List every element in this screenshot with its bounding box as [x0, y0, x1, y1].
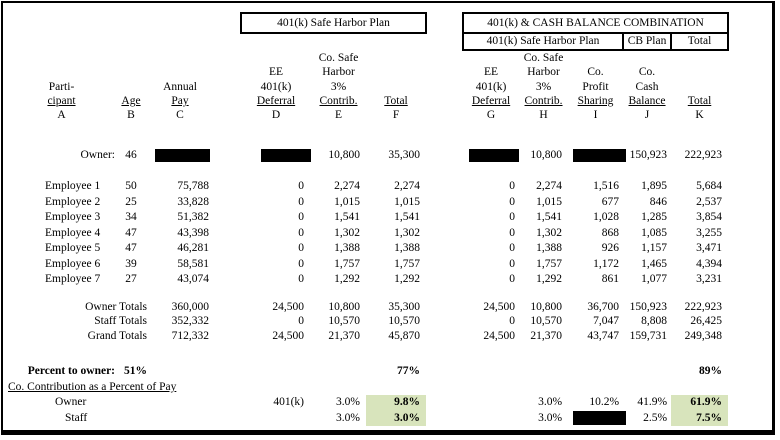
cell-annual-pay: 360,000: [171, 300, 209, 313]
co-contribution-staff-label: Staff: [65, 411, 88, 424]
cell-total-f: 2,274: [394, 180, 421, 193]
cell-profit-sharing: 1,028: [593, 211, 620, 224]
cell-safe-harbor-pct: 3.0%: [336, 396, 360, 409]
col-letter-i: I: [593, 108, 598, 121]
cell-ee-deferral: 0: [298, 195, 304, 208]
cell-cash-balance: 1,285: [641, 211, 668, 224]
cell-ee-deferral: 24,500: [272, 329, 304, 342]
cell-profit-sharing-pct: 10.2%: [589, 396, 620, 409]
cell-ee-deferral-combo: 0: [509, 242, 516, 255]
column-letter-row: [8, 108, 728, 123]
totals-label: Owner Totals: [85, 300, 147, 313]
cell-ee-deferral-combo: 0: [509, 195, 516, 208]
employee-name: Employee 4: [45, 226, 101, 239]
cell-401k-tag: 401(k): [273, 396, 304, 409]
cell-safe-harbor-pct: 3.0%: [336, 411, 360, 424]
cell-total-f: 10,570: [388, 315, 421, 328]
cell-safe-harbor-combo: 1,015: [536, 195, 563, 208]
cell-annual-pay: 51,382: [177, 211, 209, 224]
sheet-frame: [1, 1, 775, 435]
header-safe-harbor-contrib-combo: Co. Safe Harbor 3% Contrib.: [523, 52, 564, 107]
cell-total-f: 1,541: [394, 211, 421, 224]
cell-cash-balance: 150,923: [629, 300, 668, 313]
cell-annual-pay: 58,581: [177, 257, 209, 270]
cell-annual-pay: 46,281: [177, 242, 209, 255]
cell-annual-pay: 43,398: [177, 226, 209, 239]
cell-cash-balance: 8,808: [641, 315, 668, 328]
cell-total-pct-k: 61.9%: [671, 395, 728, 411]
col-letter-g: G: [486, 108, 496, 121]
cell-total-k: 3,471: [696, 242, 723, 255]
cell-safe-harbor-combo: 10,570: [530, 315, 563, 328]
cell-cash-balance: 1,077: [641, 273, 668, 286]
cell-profit-sharing: 36,700: [587, 300, 620, 313]
employee-name: Employee 5: [45, 242, 101, 255]
combo-sub-cb-plan: CB Plan: [623, 33, 671, 50]
cell-ee-deferral: 0: [298, 211, 304, 224]
header-profit-sharing: Co. Profit Sharing: [577, 66, 614, 107]
cell-safe-harbor-combo: 1,388: [536, 242, 563, 255]
cell-total-k: 2,537: [696, 195, 723, 208]
redacted-value: [573, 149, 626, 162]
cell-safe-harbor-combo: 10,800: [530, 300, 563, 313]
cell-safe-harbor: 21,370: [328, 329, 360, 342]
cell-safe-harbor: 1,302: [334, 226, 360, 239]
owner-deferral-combo-redacted: [463, 148, 519, 164]
cell-ee-deferral: 0: [298, 226, 304, 239]
cell-total-f: 1,757: [394, 257, 421, 270]
employee-age: 34: [125, 211, 137, 224]
cell-total-k: 4,394: [696, 257, 723, 270]
cell-safe-harbor: 1,541: [334, 211, 360, 224]
cell-annual-pay: 352,332: [171, 315, 209, 328]
cell-safe-harbor-combo: 1,541: [536, 211, 563, 224]
col-letter-c: C: [176, 108, 184, 121]
percent-to-owner-value: 51%: [124, 365, 147, 378]
grand-totals-row: [8, 329, 728, 344]
cell-safe-harbor-combo: 1,302: [536, 226, 563, 239]
owner-age: 46: [125, 149, 137, 162]
cell-total-f: 1,015: [394, 195, 421, 208]
cell-total-k: 3,255: [696, 226, 723, 239]
employee-name: Employee 3: [45, 211, 101, 224]
cell-ee-deferral-combo: 0: [509, 315, 516, 328]
employee-row: [8, 195, 728, 211]
cell-ee-deferral: 0: [298, 315, 304, 328]
combo-sub-total: Total: [671, 33, 728, 50]
employee-name: Employee 6: [45, 257, 101, 270]
cell-profit-sharing: 677: [601, 195, 620, 208]
cell-ee-deferral: 0: [298, 257, 304, 270]
cell-ee-deferral-combo: 0: [509, 226, 516, 239]
cell-total-f: 35,300: [388, 300, 421, 313]
employee-name: Employee 7: [45, 273, 101, 286]
col-letter-e: E: [334, 108, 343, 121]
cell-cash-balance-pct: 41.9%: [637, 396, 668, 409]
header-ee-deferral-combo: EE 401(k) Deferral: [471, 66, 511, 107]
cell-total-f: 1,292: [394, 273, 421, 286]
cell-profit-sharing: 861: [601, 273, 620, 286]
percent-to-owner-f: 77%: [397, 365, 421, 378]
cell-profit-sharing: 1,172: [593, 257, 620, 270]
employee-age: 25: [125, 195, 137, 208]
cell-cash-balance-pct: 2.5%: [643, 411, 668, 424]
cell-ee-deferral: 24,500: [272, 300, 304, 313]
cell-annual-pay: 43,074: [177, 273, 209, 286]
co-contribution-heading-row: [8, 380, 728, 396]
totals-label: Staff Totals: [94, 315, 147, 328]
cell-safe-harbor-pct-combo: 3.0%: [538, 411, 563, 424]
header-safe-harbor-contrib: Co. Safe Harbor 3% Contrib.: [318, 52, 359, 107]
header-participant: Parti- cipant: [47, 80, 76, 107]
cell-cash-balance: 1,895: [641, 180, 668, 193]
redacted-value: [155, 149, 210, 162]
cell-ee-deferral-combo: 0: [509, 257, 516, 270]
percent-to-owner-row: [8, 364, 728, 380]
plan-box-row-2: [8, 33, 728, 50]
redacted-value: [469, 149, 519, 162]
employee-name: Employee 2: [45, 195, 101, 208]
header-age: Age: [121, 94, 141, 107]
cell-safe-harbor: 10,570: [328, 315, 360, 328]
header-annual-pay: Annual Pay: [163, 80, 197, 107]
employee-age: 47: [125, 242, 137, 255]
cell-safe-harbor: 1,757: [334, 257, 360, 270]
cell-safe-harbor-combo: 2,274: [536, 180, 563, 193]
cell-ee-deferral: 0: [298, 273, 304, 286]
employee-name: Employee 1: [45, 180, 101, 193]
cell-annual-pay: 712,332: [171, 329, 209, 342]
owner-deferral-redacted: [241, 148, 311, 164]
header-ee-deferral: EE 401(k) Deferral: [256, 66, 296, 107]
cell-safe-harbor-combo: 21,370: [530, 329, 563, 342]
percent-to-owner-k: 89%: [699, 365, 723, 378]
cell-safe-harbor: 1,015: [334, 195, 360, 208]
cell-ee-deferral: 0: [298, 180, 304, 193]
co-contribution-heading: Co. Contribution as a Percent of Pay: [8, 380, 177, 393]
staff-profit-sharing-redacted: [568, 411, 623, 427]
header-total-f: Total: [384, 94, 408, 107]
co-contribution-staff-row: [8, 411, 728, 427]
cell-safe-harbor: 2,274: [334, 180, 360, 193]
employee-age: 47: [125, 226, 137, 239]
cell-cash-balance: 1,465: [641, 257, 668, 270]
col-letter-a: A: [57, 108, 66, 121]
cell-safe-harbor-combo: 1,757: [536, 257, 563, 270]
column-header-row: [8, 50, 728, 108]
cell-safe-harbor: 1,388: [334, 242, 360, 255]
owner-pay-redacted: [147, 148, 213, 164]
cell-total-f: 1,302: [394, 226, 421, 239]
col-letter-j: J: [644, 108, 650, 121]
employee-row: [8, 179, 728, 195]
staff-totals-row: [8, 315, 728, 330]
cell-safe-harbor: 1,292: [334, 273, 360, 286]
col-letter-h: H: [539, 108, 548, 121]
cell-ee-deferral: 0: [298, 242, 304, 255]
cell-ee-deferral-combo: 24,500: [483, 329, 516, 342]
safe-harbor-plan-box: 401(k) Safe Harbor Plan: [241, 13, 426, 33]
cell-profit-sharing: 7,047: [593, 315, 620, 328]
cell-total-k: 249,348: [684, 329, 723, 342]
cell-profit-sharing: 926: [601, 242, 620, 255]
cell-cash-balance: 846: [649, 195, 668, 208]
cell-total-k: 26,425: [690, 315, 723, 328]
col-letter-k: K: [695, 108, 704, 121]
owner-safe-harbor: 10,800: [328, 149, 360, 162]
cell-total-pct-k: 7.5%: [671, 411, 728, 427]
cell-profit-sharing: 868: [601, 226, 620, 239]
owner-label: Owner:: [80, 149, 115, 162]
cell-total-k: 3,231: [696, 273, 723, 286]
cell-ee-deferral-combo: 0: [509, 180, 516, 193]
plan-comparison-table: [8, 12, 729, 426]
cell-cash-balance: 1,085: [641, 226, 668, 239]
percent-to-owner-label: Percent to owner:: [27, 365, 115, 378]
cell-total-f: 1,388: [394, 242, 421, 255]
cell-total-k: 3,854: [696, 211, 723, 224]
owner-totals-row: [8, 300, 728, 315]
employee-row: [8, 226, 728, 242]
cell-cash-balance: 159,731: [629, 329, 668, 342]
employee-row: [8, 210, 728, 226]
cell-safe-harbor-combo: 1,292: [536, 273, 563, 286]
cell-profit-sharing: 1,516: [593, 180, 620, 193]
employee-age: 27: [125, 273, 137, 286]
cell-total-f: 45,870: [388, 329, 421, 342]
owner-cash-balance: 150,923: [629, 149, 668, 162]
header-cash-balance: Co. Cash Balance: [628, 66, 666, 107]
co-contribution-owner-row: [8, 395, 728, 411]
combination-plan-box: 401(k) & CASH BALANCE COMBINATION: [463, 13, 728, 33]
header-total-k: Total: [687, 94, 712, 107]
redacted-value: [573, 411, 626, 425]
cell-safe-harbor: 10,800: [328, 300, 360, 313]
cell-profit-sharing: 43,747: [587, 329, 620, 342]
cell-total-k: 222,923: [684, 300, 723, 313]
employee-age: 39: [125, 257, 137, 270]
cell-annual-pay: 75,788: [177, 180, 209, 193]
employee-row: [8, 272, 728, 288]
cell-ee-deferral-combo: 24,500: [483, 300, 516, 313]
cell-safe-harbor-pct-combo: 3.0%: [538, 396, 563, 409]
col-letter-f: F: [392, 108, 400, 121]
employee-age: 50: [125, 180, 137, 193]
owner-total-k: 222,923: [684, 149, 723, 162]
owner-safe-harbor-combo: 10,800: [530, 149, 563, 162]
plan-box-row-1: [8, 13, 728, 33]
cell-cash-balance: 1,157: [641, 242, 668, 255]
totals-label: Grand Totals: [87, 329, 147, 342]
redacted-value: [261, 149, 311, 162]
employee-row: [8, 241, 728, 257]
col-letter-d: D: [271, 108, 281, 121]
combo-sub-safe-harbor: 401(k) Safe Harbor Plan: [463, 33, 623, 50]
cell-ee-deferral-combo: 0: [509, 211, 516, 224]
co-contribution-owner-label: Owner: [55, 396, 87, 409]
col-letter-b: B: [127, 108, 135, 121]
owner-total-f: 35,300: [388, 149, 421, 162]
cell-ee-deferral-combo: 0: [509, 273, 516, 286]
cell-total-pct-f: 3.0%: [366, 411, 426, 427]
owner-profit-sharing-redacted: [568, 148, 623, 164]
cell-total-k: 5,684: [696, 180, 723, 193]
cell-total-pct-f: 9.8%: [366, 395, 426, 411]
cell-annual-pay: 33,828: [177, 195, 209, 208]
employee-row: [8, 257, 728, 273]
owner-row: [8, 148, 728, 164]
